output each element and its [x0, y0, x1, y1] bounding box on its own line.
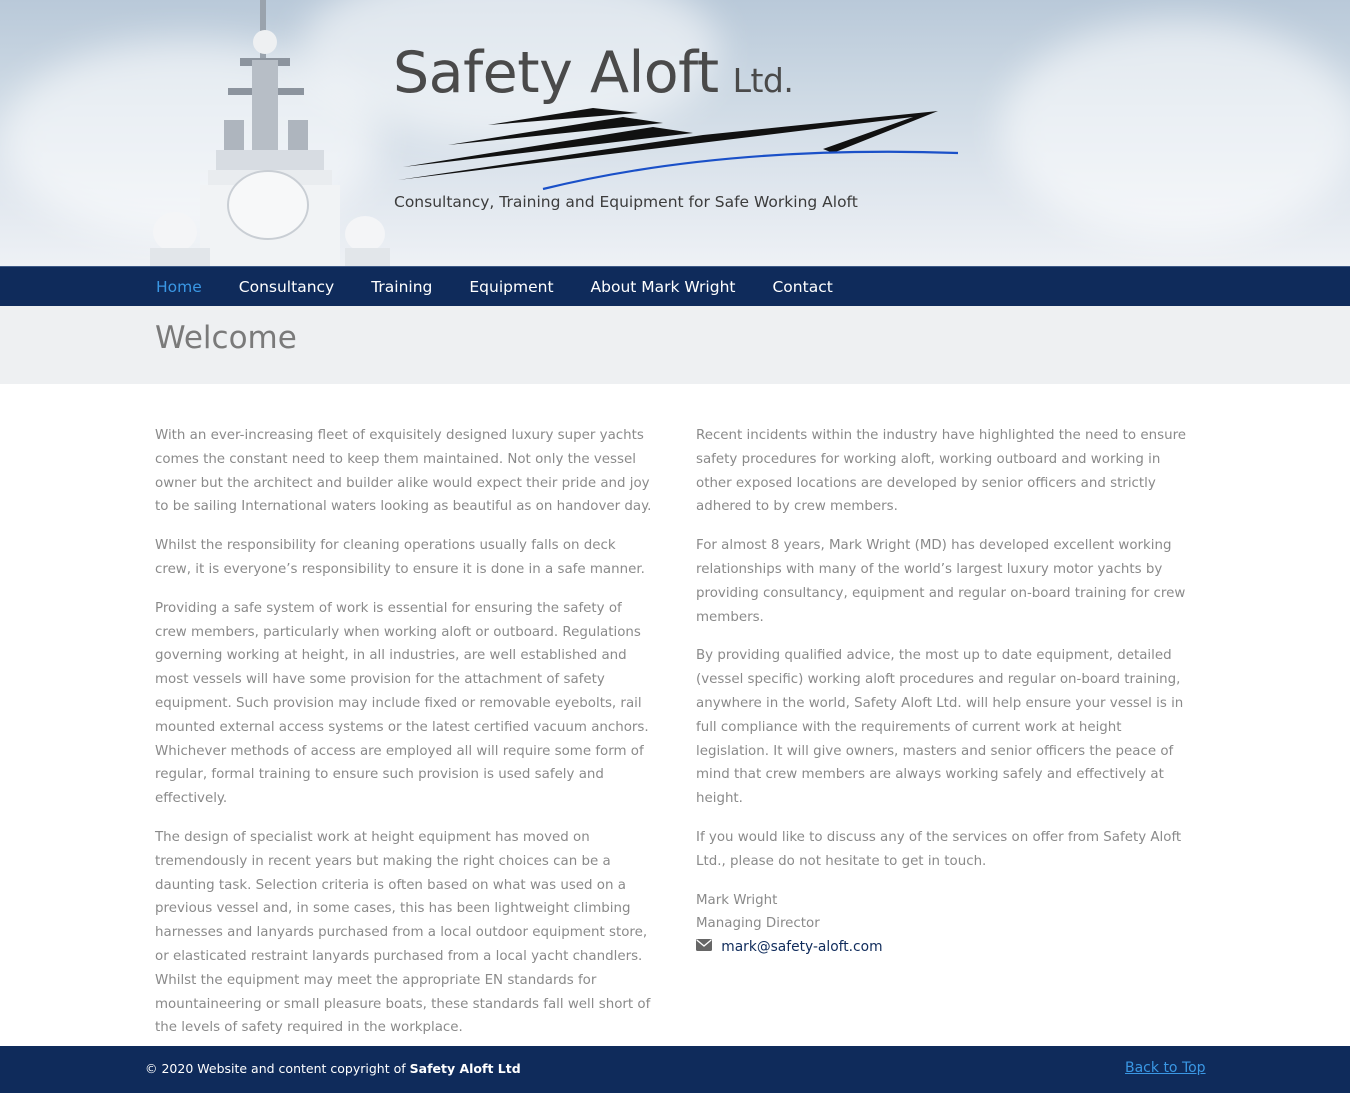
- copyright-text: [145, 1061, 521, 1076]
- brand-tagline: Consultancy, Training and Equipment for Safe Working Aloft: [394, 193, 858, 211]
- main-navigation: [0, 266, 1350, 307]
- paragraph: Whilst the responsibility for cleaning operations usually falls on deck crew, it is everyone’s responsibility to ensure it is done in a safe manner.: [155, 538, 645, 577]
- sky-cloud: [1000, 20, 1350, 240]
- signature-block: [696, 889, 1196, 960]
- back-to-top-link[interactable]: Back to Top: [1125, 1060, 1206, 1076]
- nav-item-home[interactable]: Home: [156, 278, 202, 296]
- brand-swoosh-logo: [393, 105, 963, 195]
- copyright-prefix: © 2020 Website and content copyright of: [145, 1061, 406, 1076]
- brand-name: Safety Aloft: [393, 40, 719, 106]
- nav-item-about[interactable]: About Mark Wright: [590, 278, 736, 296]
- paragraph: If you would like to discuss any of the services on offer from Safety Aloft Ltd., please do not hesitate to get in touch.: [696, 829, 1182, 869]
- nav-item-training[interactable]: Training: [371, 278, 433, 296]
- email-link[interactable]: mark@safety-aloft.com: [721, 939, 883, 956]
- signature-role: Managing Director: [696, 916, 820, 932]
- paragraph: With an ever-increasing fleet of exquisitely designed luxury super yachts comes the constant need to keep them maintained. Not only the vessel owner but the architect and builder alike would expect their pride and joy to be sailing International waters looking as beautiful as on handover day.: [155, 428, 652, 515]
- brand-suffix: Ltd.: [732, 61, 794, 100]
- site-footer: [0, 1046, 1350, 1093]
- brand-logo-text[interactable]: [393, 40, 793, 106]
- paragraph: Recent incidents within the industry have highlighted the need to ensure safety procedures for working aloft, working outboard and working in other exposed locations are developed by senior officers and strictly adhered to by crew members.: [696, 428, 1187, 515]
- copyright-company: Safety Aloft Ltd: [409, 1061, 521, 1076]
- paragraph: For almost 8 years, Mark Wright (MD) has developed excellent working relationships with many of the world’s largest luxury motor yachts by providing consultancy, equipment and regular on-board training for crew members.: [696, 538, 1186, 625]
- content-left-column: [155, 424, 655, 1055]
- page-title: Welcome: [155, 320, 297, 356]
- content-right-column: [696, 424, 1196, 975]
- signature-name: Mark Wright: [696, 892, 778, 908]
- page-title-band: [0, 306, 1350, 384]
- nav-item-contact[interactable]: Contact: [772, 278, 833, 296]
- site-header: [0, 0, 1350, 266]
- nav-item-equipment[interactable]: Equipment: [469, 278, 554, 296]
- paragraph: By providing qualified advice, the most up to date equipment, detailed (vessel specific) working aloft procedures and regular on-board training, anywhere in the world, Safety Aloft Ltd. will help ensure your vessel is in full compliance with the requirements of current work at height legislation. It will give owners, masters and senior officers the peace of mind that crew members are always working safely and effectively at height.: [696, 648, 1184, 807]
- signature-email-row: [696, 936, 1196, 960]
- envelope-icon: [696, 939, 712, 951]
- paragraph: The design of specialist work at height equipment has moved on tremendously in recent years but making the right choices can be a daunting task. Selection criteria is often based on what was used on a previous vessel and, in some cases, this has been lightweight climbing harnesses and lanyards purchased from a local outdoor equipment store, or elasticated restraint lanyards purchased from a local yacht chandlers. Whilst the equipment may meet the appropriate EN standards for mountaineering or small pleasure boats, these standards fall well short of the levels of safety required in the workplace.: [155, 829, 651, 1036]
- paragraph: Providing a safe system of work is essential for ensuring the safety of crew members, particularly when working aloft or outboard. Regulations governing working at height, in all industries, are well established and most vessels will have some provision for the attachment of safety equipment. Such provision may include fixed or removable eyebolts, rail mounted external access systems or the latest certified vacuum anchors. Whichever methods of access are employed all will require some form of regular, formal training to ensure such provision is used safely and effectively.: [155, 600, 649, 807]
- yacht-mast-image: [120, 0, 420, 266]
- nav-item-consultancy[interactable]: Consultancy: [238, 278, 335, 296]
